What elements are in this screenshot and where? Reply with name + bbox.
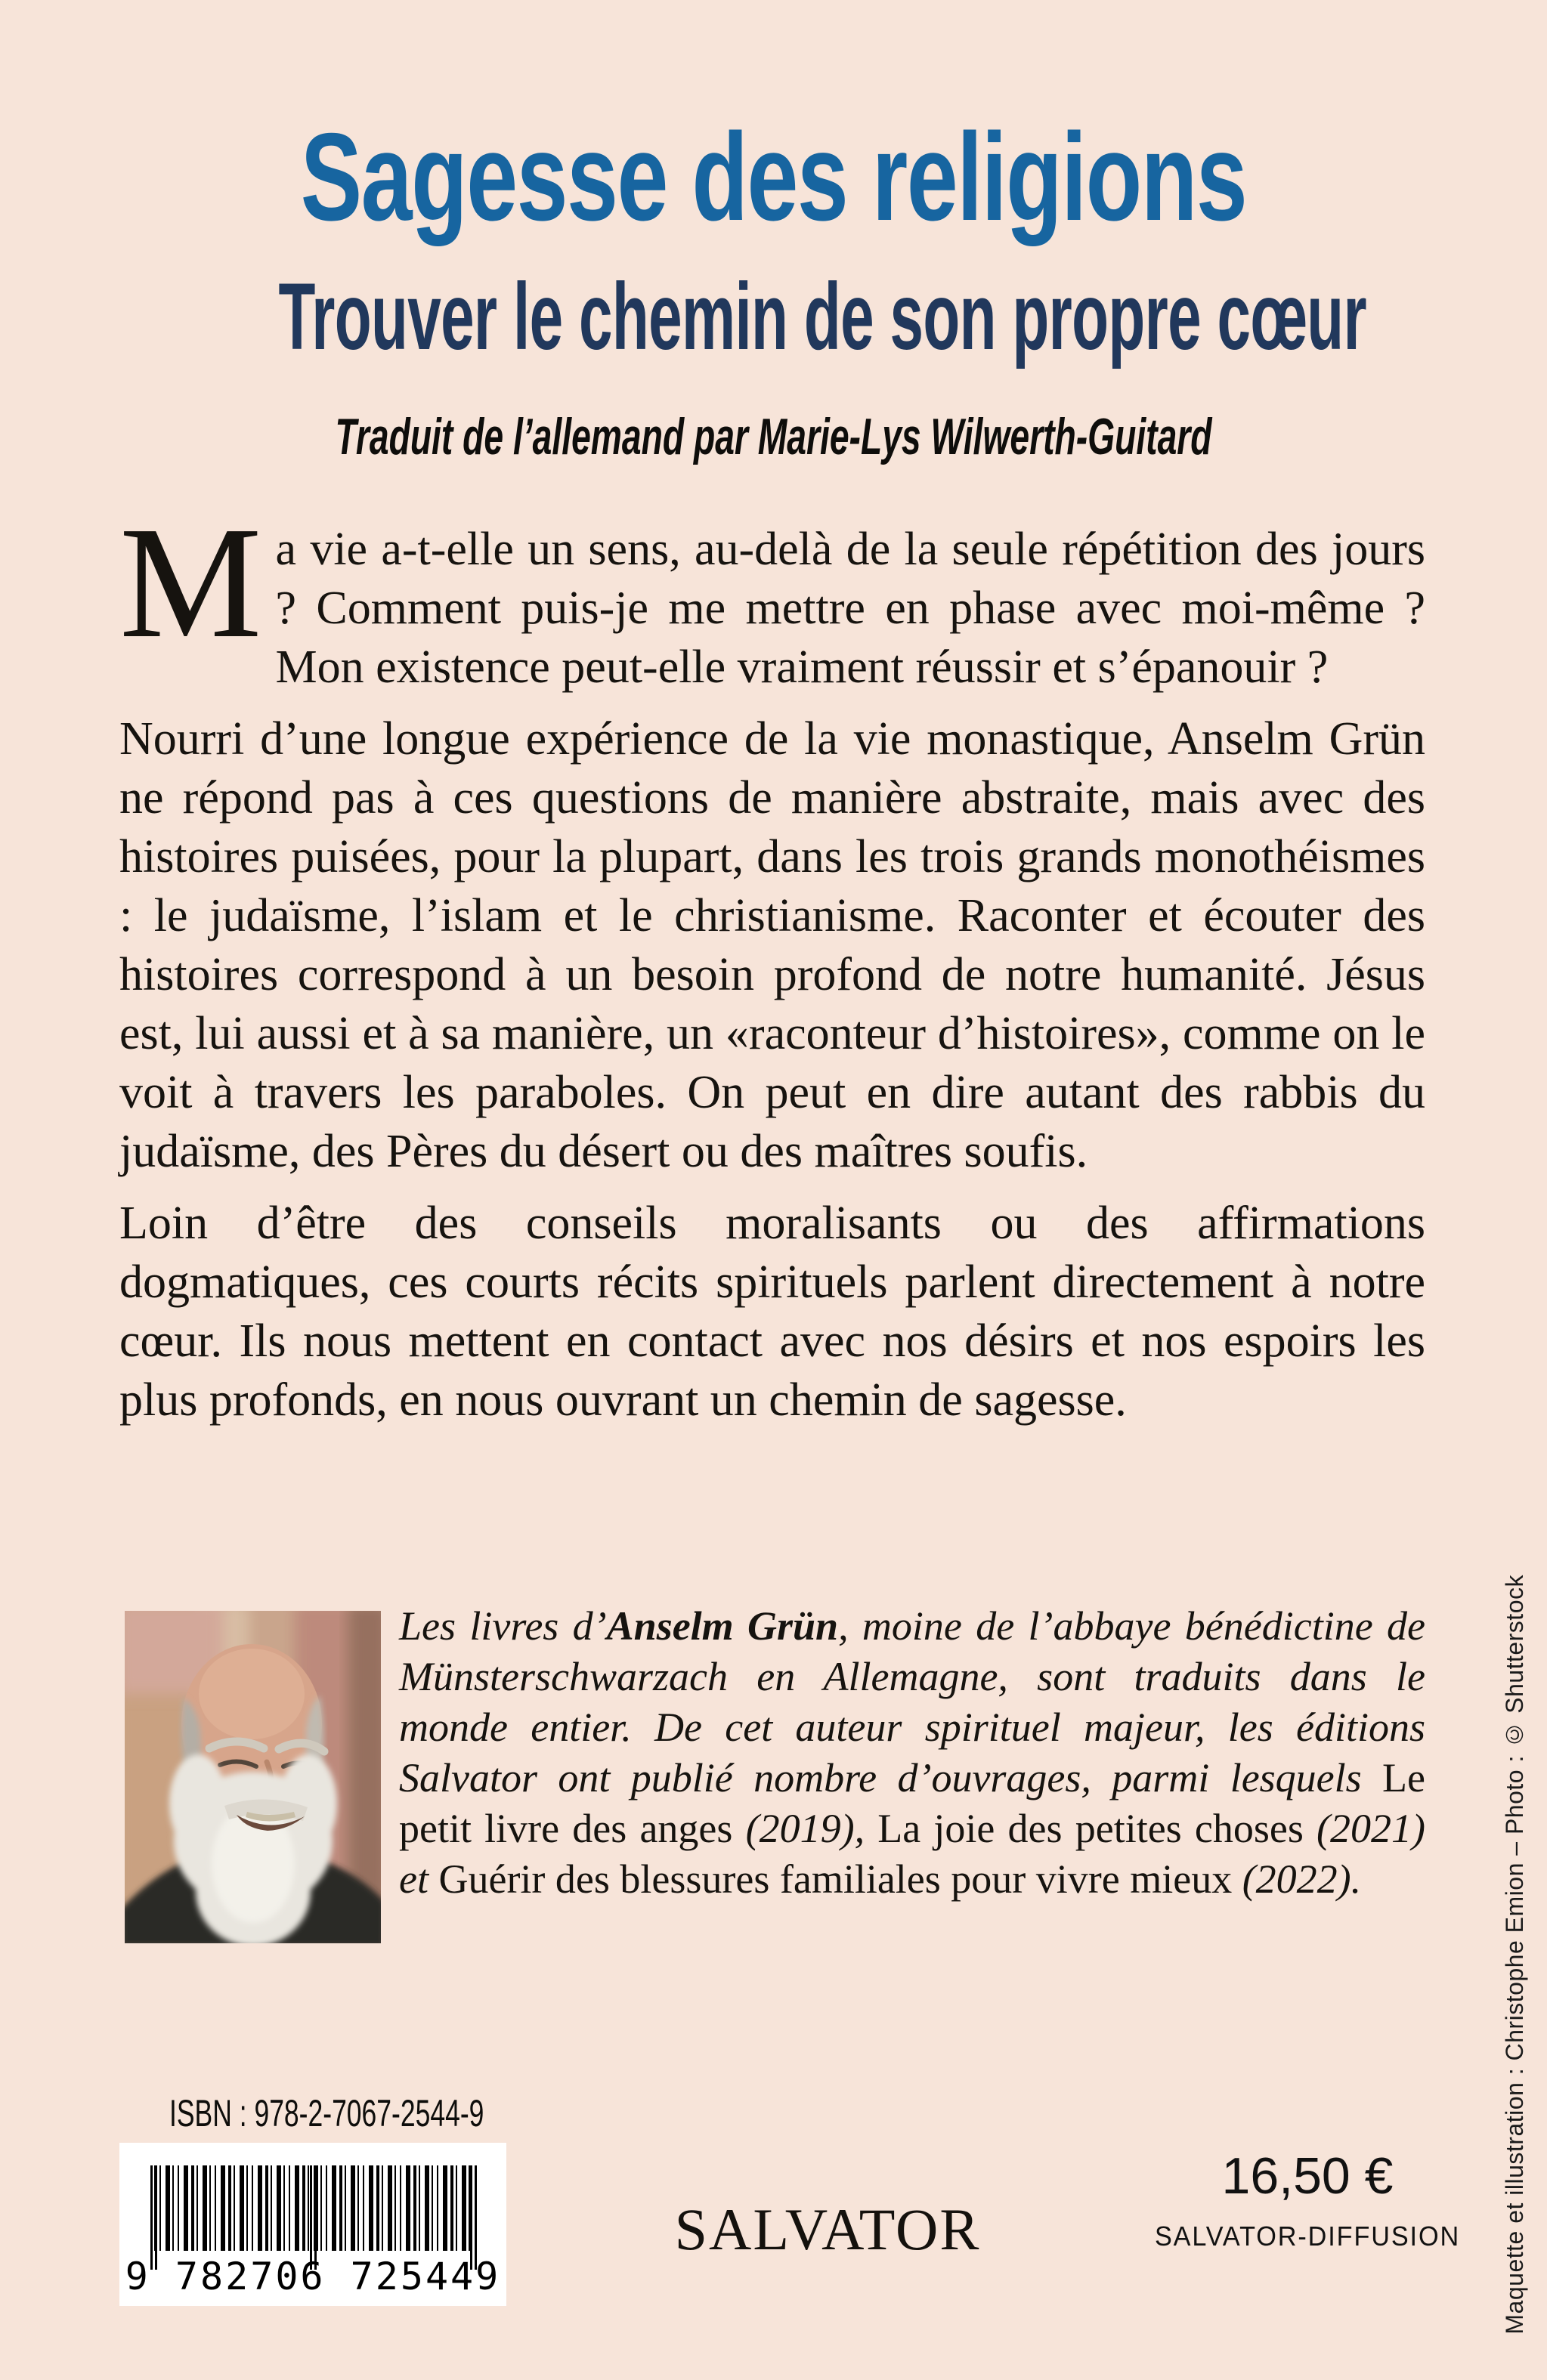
- book-reference: Guérir des blessures familiales pour vivre mieux: [438, 1856, 1233, 1902]
- price-block: [1141, 2147, 1474, 2252]
- translator-credit: Traduit de l’allemand par Marie-Lys Wilwerth-Guitard: [335, 408, 1212, 465]
- author-portrait-illustration: [125, 1611, 381, 1943]
- author-bio: [399, 1601, 1425, 1905]
- distributor-name: SALVATOR-DIFFUSION: [1154, 2221, 1461, 2252]
- design-photo-credit: Maquette et illustration : Christophe Emion – Photo : © Shutterstock: [1501, 1575, 1528, 2335]
- book-reference: Le petit livre des anges: [399, 1755, 1425, 1851]
- author-photo: [125, 1611, 381, 1943]
- publisher-logo: SALVATOR: [674, 2196, 981, 2262]
- bio-text: , moine de l’abbaye bénédictine de Münsterschwarzach en Allemagne, sont traduits dans le monde entier. De cet auteur spirituel majeur, les éditions Salvator ont publié nombre d’ouvrages, parmi lesquels: [399, 1603, 1425, 1800]
- barcode-digits: 9 782706 725449: [125, 2255, 501, 2298]
- author-name: Anselm Grün: [606, 1603, 839, 1649]
- bio-text: (2022).: [1232, 1856, 1362, 1902]
- book-reference: La joie des petites choses: [877, 1806, 1304, 1851]
- bio-text: Les livres d’: [399, 1603, 607, 1649]
- paragraph: Loin d’être des conseils moralisants ou des affirmations dogmatiques, ces courts récits spirituels parlent directement à notre cœur. Ils nous mettent en contact avec nos désirs et nos espoirs les plus profonds, en nous ouvrant un chemin de sagesse.: [119, 1198, 1425, 1426]
- isbn-number: ISBN : 978-2-7067-2544-9: [169, 2092, 484, 2134]
- back-cover-text: [119, 493, 1425, 1442]
- price: 16,50 €: [1221, 2147, 1394, 2205]
- paragraph: Nourri d’une longue expérience de la vie monastique, Anselm Grün ne répond pas à ces questions de manière abstraite, mais avec des histoires puisées, pour la plupart, dans les trois grands monothéismes : le judaïsme, l’islam et le christianisme. Raconter et écouter des histoires correspond à un besoin profond de notre humanité. Jésus est, lui aussi et à sa manière, un «raconteur d’histoires», comme on le voit à travers les paraboles. On peut en dire autant des rabbis du judaïsme, des Pères du désert ou des maîtres soufis.: [119, 713, 1425, 1177]
- ean-barcode: [119, 2143, 506, 2306]
- bio-text: (2019),: [732, 1806, 878, 1851]
- book-subtitle: Trouver le chemin de son propre cœur: [278, 264, 1366, 369]
- paragraph-dropcap: Ma vie a-t-elle un sens, au-delà de la seule répétition des jours ? Comment puis-je me mettre en phase avec moi-même ? Mon existence peut-elle vraiment réussir et s’épanouir ?: [119, 493, 1425, 693]
- bio-text: (2021) et: [399, 1806, 1425, 1902]
- book-title: Sagesse des religions: [300, 107, 1247, 246]
